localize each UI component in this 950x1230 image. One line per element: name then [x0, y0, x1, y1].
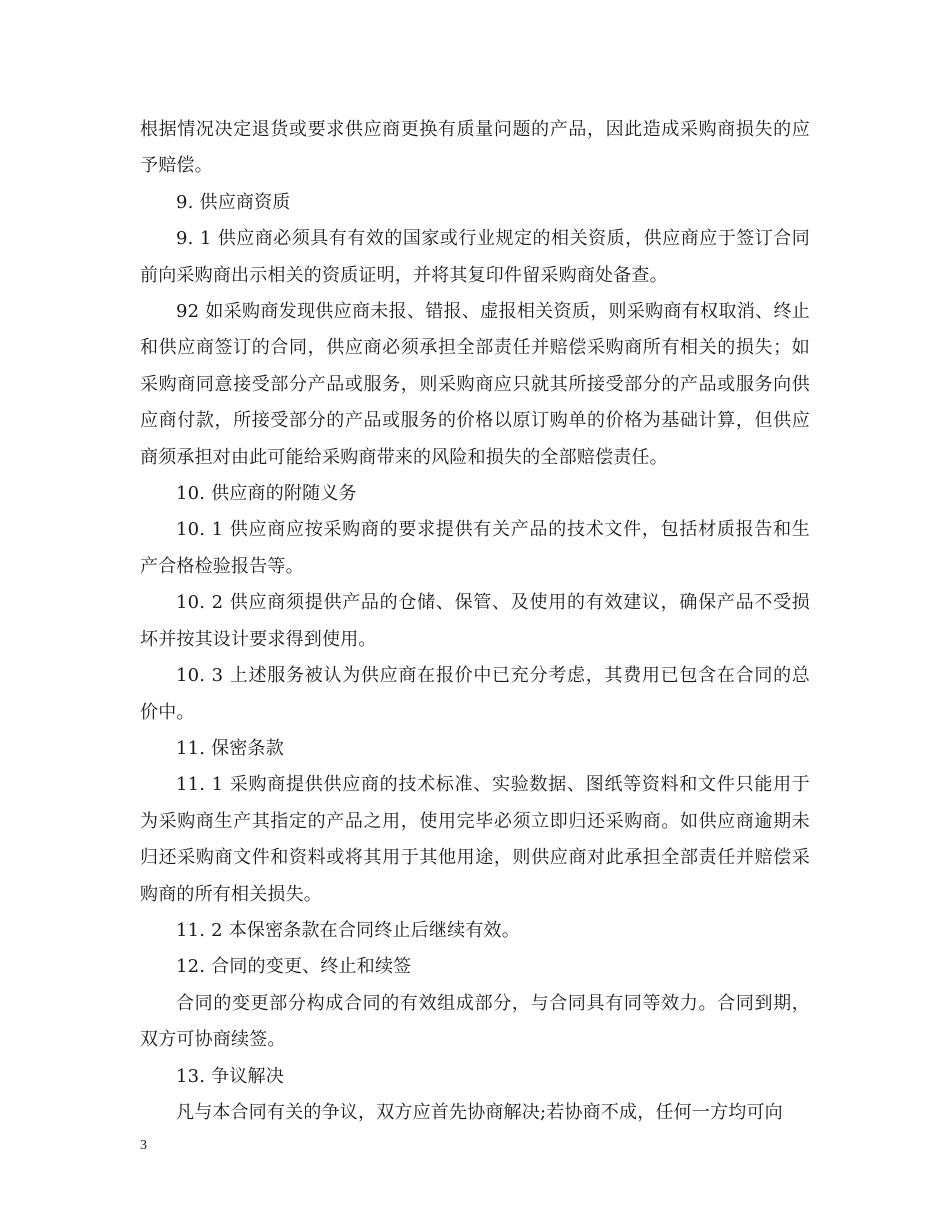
section-heading-12: 12. 合同的变更、终止和续签: [176, 956, 412, 978]
clause-13-text: 凡与本合同有关的争议，双方应首先协商解决;若协商不成，任何一方均可向: [176, 1101, 783, 1123]
section-heading-11: 11. 保密条款: [176, 737, 284, 759]
clause-9-1: 9. 1 供应商必须具有有效的国家或行业规定的相关资质，供应商应于签订合同前向采购商出示相关的资质证明，并将其复印件留采购商处备查。: [140, 228, 810, 286]
clause-12-text: 合同的变更部分构成合同的有效组成部分，与合同具有同等效力。合同到期，双方可协商续签。: [140, 992, 810, 1051]
section-heading-9: 9. 供应商资质: [176, 191, 291, 213]
page-number: 3: [140, 1138, 147, 1153]
clause-10-2: 10. 2 供应商须提供产品的仓储、保管、及使用的有效建议，确保产品不受损坏并按其设计要求得到使用。: [140, 592, 810, 650]
clause-9-2: 92 如采购商发现供应商未报、错报、虚报相关资质，则采购商有权取消、终止和供应商签订的合同，供应商必须承担全部责任并赔偿采购商所有相关的损失；如采购商同意接受部分产品或服务，则采购商应只就其所接受部分的产品或服务向供应商付款，所接受部分的产品或服务的价格以原订购单的价格为基础计算，但供应商须承担对由此可能给采购商带来的风险和损失的全部赔偿责任。: [140, 301, 810, 468]
section-heading-13: 13. 争议解决: [176, 1065, 284, 1087]
paragraph-continuation: 根据情况决定退货或要求供应商更换有质量问题的产品，因此造成采购商损失的应予赔偿。: [140, 119, 810, 177]
section-heading-10: 10. 供应商的附随义务: [176, 483, 357, 505]
clause-10-1: 10. 1 供应商应按采购商的要求提供有关产品的技术文件，包括材质报告和生产合格检验报告等。: [140, 519, 810, 577]
clause-11-2: 11. 2 本保密条款在合同终止后继续有效。: [176, 919, 520, 941]
document-body: [140, 112, 810, 1131]
clause-10-3: 10. 3 上述服务被认为供应商在报价中已充分考虑，其费用已包含在合同的总价中。: [140, 665, 810, 723]
clause-11-1: 11. 1 采购商提供供应商的技术标准、实验数据、图纸等资料和文件只能用于为采购商生产其指定的产品之用，使用完毕必须立即归还采购商。如供应商逾期未归还采购商文件和资料或将其用于其他用途，则供应商对此承担全部责任并赔偿采购商的所有相关损失。: [140, 774, 810, 905]
